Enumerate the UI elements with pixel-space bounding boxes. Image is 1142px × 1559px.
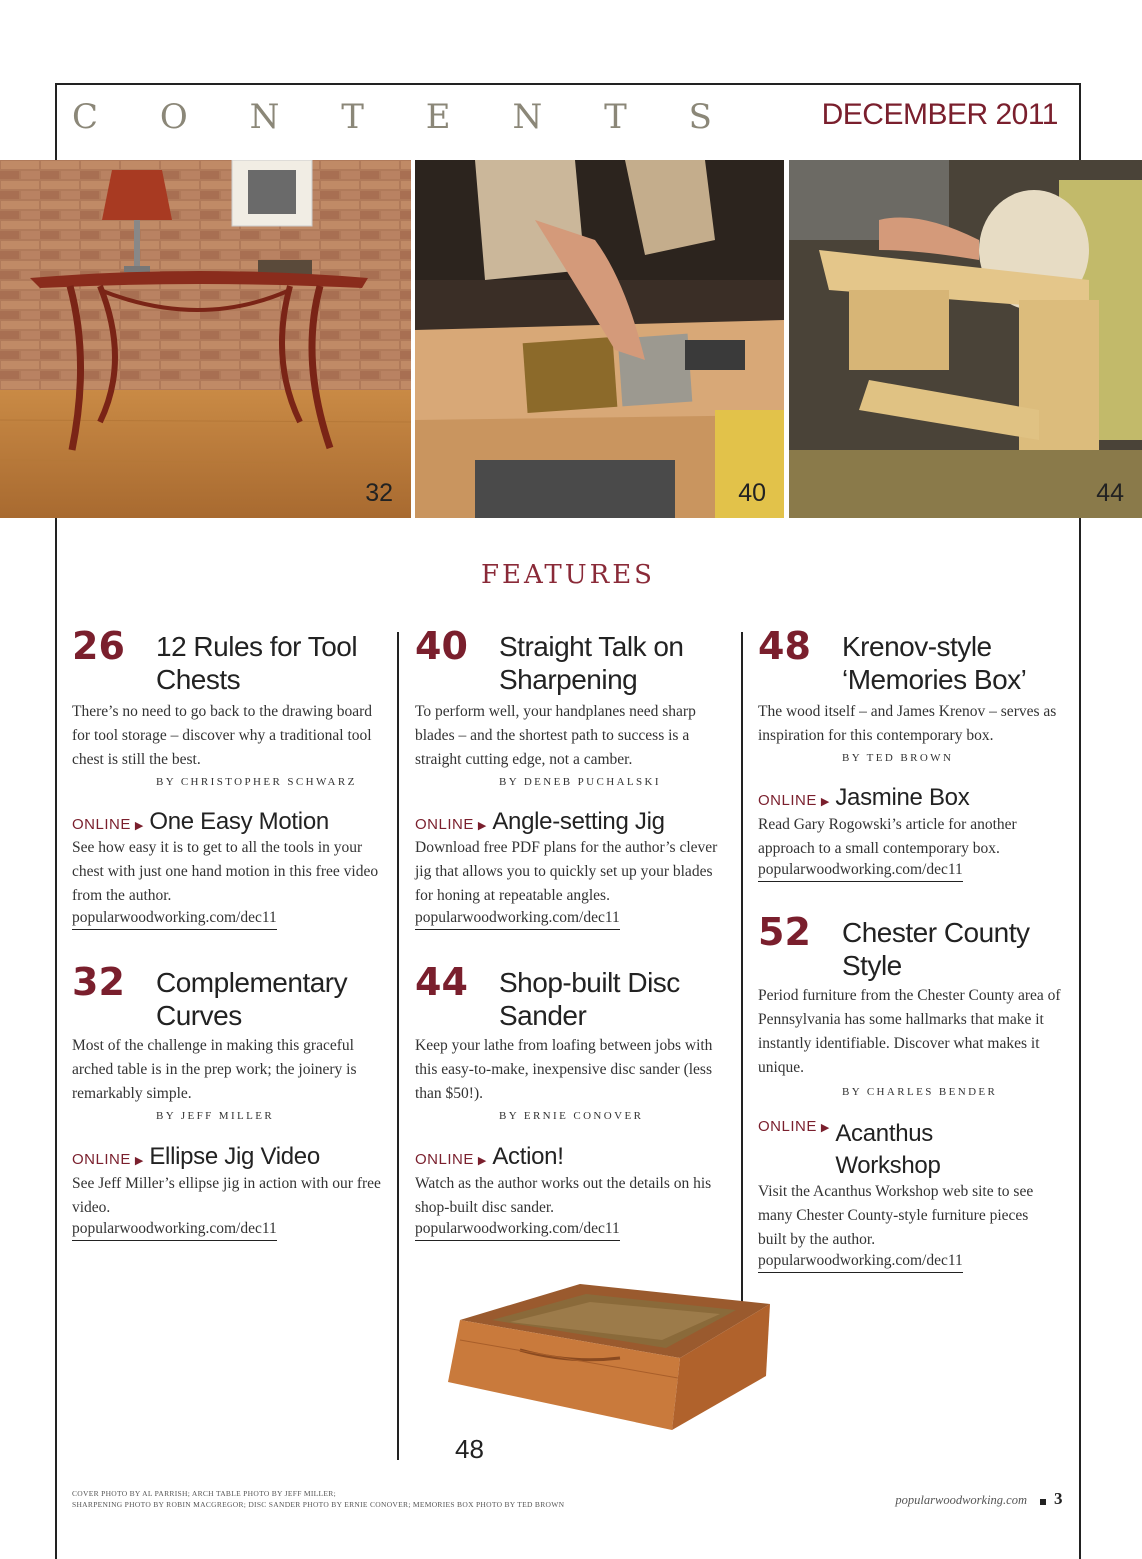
contents-letter: N bbox=[512, 97, 543, 137]
triangle-right-icon: ▶ bbox=[477, 1155, 487, 1167]
article-disc-sander[interactable] bbox=[415, 960, 735, 1260]
article-description: Period furniture from the Chester County area of Pennsylvania has some hallmarks that make it instantly identifiable. Discover what makes it unique. bbox=[758, 987, 1061, 1076]
online-link[interactable]: popularwoodworking.com/dec11 bbox=[758, 1252, 963, 1273]
online-tag: ONLINE bbox=[758, 792, 817, 809]
article-chester-county[interactable] bbox=[758, 910, 1078, 1280]
online-extra bbox=[72, 808, 329, 836]
online-title: Jasmine Box bbox=[835, 784, 970, 811]
article-title[interactable]: Shop-built Disc Sander bbox=[499, 967, 680, 1031]
article-description: Keep your lathe from loafing between jobs with this easy-to-make, inexpensive disc sander (less than $50!). bbox=[415, 1037, 713, 1102]
frame-left-rule-lower bbox=[55, 518, 57, 1559]
online-tag: ONLINE bbox=[415, 816, 474, 833]
article-title[interactable]: 12 Rules for Tool Chests bbox=[156, 631, 358, 695]
frame-right-rule bbox=[1079, 83, 1081, 163]
triangle-right-icon: ▶ bbox=[820, 796, 830, 808]
online-description: See Jeff Miller’s ellipse jig in action with our free video. bbox=[72, 1175, 381, 1216]
article-byline: BY CHRISTOPHER SCHWARZ bbox=[156, 776, 357, 788]
article-page-number: 26 bbox=[72, 624, 125, 668]
article-byline: BY DENEB PUCHALSKI bbox=[499, 776, 661, 788]
article-page-number: 40 bbox=[415, 624, 468, 668]
credits-line: SHARPENING PHOTO BY ROBIN MACGREGOR; DISC SANDER PHOTO BY ERNIE CONOVER; MEMORIES BOX PHOTO BY TED BROWN bbox=[72, 1500, 565, 1509]
article-page-number: 48 bbox=[758, 624, 811, 668]
photo-page-number: 44 bbox=[1096, 479, 1124, 507]
online-link[interactable]: popularwoodworking.com/dec11 bbox=[415, 909, 620, 930]
features-heading: FEATURES bbox=[481, 560, 655, 590]
article-description: The wood itself – and James Krenov – serves as inspiration for this contemporary box. bbox=[758, 703, 1057, 744]
article-memories-box[interactable] bbox=[758, 624, 1078, 894]
online-extra bbox=[758, 784, 969, 812]
credits-line: COVER PHOTO BY AL PARRISH; ARCH TABLE PHOTO BY JEFF MILLER; bbox=[72, 1489, 336, 1498]
article-description: Most of the challenge in making this graceful arched table is in the prep work; the joinery is remarkably simple. bbox=[72, 1037, 357, 1102]
photo-disc-sander[interactable] bbox=[789, 160, 1142, 518]
triangle-right-icon: ▶ bbox=[477, 820, 487, 832]
article-description: There’s no need to go back to the drawing board for tool storage – discover why a traditional tool chest is still the best. bbox=[72, 703, 373, 768]
photo-page-number: 32 bbox=[365, 479, 393, 507]
article-description: To perform well, your handplanes need sharp blades – and the shortest path to success is a straight cutting edge, not a camber. bbox=[415, 703, 696, 768]
square-bullet-icon bbox=[1040, 1499, 1046, 1505]
photo-memories-box[interactable] bbox=[440, 1280, 774, 1432]
contents-letter: C bbox=[72, 97, 99, 137]
sharpening-image bbox=[415, 160, 784, 518]
box-photo-page-number: 48 bbox=[455, 1434, 484, 1464]
frame-top-rule bbox=[55, 83, 1081, 85]
online-extra bbox=[415, 808, 665, 836]
article-byline: BY TED BROWN bbox=[842, 752, 954, 764]
article-title[interactable]: Straight Talk on Sharpening bbox=[499, 631, 684, 695]
online-extra bbox=[415, 1143, 564, 1171]
footer-url[interactable]: popularwoodworking.com bbox=[895, 1493, 1027, 1507]
online-extra bbox=[758, 1118, 1018, 1182]
article-page-number: 32 bbox=[72, 960, 125, 1004]
article-sharpening[interactable] bbox=[415, 624, 735, 924]
article-byline: BY ERNIE CONOVER bbox=[499, 1110, 644, 1122]
online-title: Acanthus Workshop bbox=[835, 1120, 941, 1179]
triangle-right-icon: ▶ bbox=[134, 1155, 144, 1167]
online-link[interactable]: popularwoodworking.com/dec11 bbox=[415, 1220, 620, 1241]
triangle-right-icon: ▶ bbox=[134, 820, 144, 832]
online-tag: ONLINE bbox=[72, 816, 131, 833]
online-link[interactable]: popularwoodworking.com/dec11 bbox=[72, 909, 277, 930]
article-title[interactable]: Krenov-style ‘Memories Box’ bbox=[842, 631, 1027, 695]
article-page-number: 44 bbox=[415, 960, 468, 1004]
article-complementary-curves[interactable] bbox=[72, 960, 392, 1260]
column-divider bbox=[741, 632, 743, 1320]
issue-date: DECEMBER 2011 bbox=[821, 98, 1058, 131]
contents-heading bbox=[72, 97, 712, 137]
frame-left-rule bbox=[55, 83, 57, 163]
column-divider bbox=[397, 632, 399, 1460]
photo-credits bbox=[72, 1488, 564, 1510]
contents-letter: T bbox=[341, 97, 364, 137]
photo-sharpening[interactable] bbox=[415, 160, 784, 518]
online-title: Action! bbox=[492, 1143, 564, 1170]
online-title: One Easy Motion bbox=[149, 808, 329, 835]
online-extra bbox=[72, 1143, 320, 1171]
contents-letter: T bbox=[604, 97, 627, 137]
article-title[interactable]: Chester County Style bbox=[842, 917, 1030, 981]
online-title: Angle-setting Jig bbox=[492, 808, 665, 835]
online-tag: ONLINE bbox=[72, 1151, 131, 1168]
disc-sander-image bbox=[789, 160, 1142, 518]
online-description: Watch as the author works out the details on his shop-built disc sander. bbox=[415, 1175, 712, 1216]
article-page-number: 52 bbox=[758, 910, 811, 954]
online-title: Ellipse Jig Video bbox=[149, 1143, 320, 1170]
article-title[interactable]: Complementary Curves bbox=[156, 967, 348, 1031]
memories-box-image bbox=[440, 1280, 774, 1432]
online-description: Download free PDF plans for the author’s clever jig that allows you to quickly set up your blades for honing at repeatable angles. bbox=[415, 839, 718, 904]
online-description: Read Gary Rogowski’s article for another approach to a small contemporary box. bbox=[758, 816, 1017, 857]
triangle-right-icon: ▶ bbox=[820, 1122, 830, 1134]
article-byline: BY CHARLES BENDER bbox=[842, 1086, 998, 1098]
online-link[interactable]: popularwoodworking.com/dec11 bbox=[758, 861, 963, 882]
online-link[interactable]: popularwoodworking.com/dec11 bbox=[72, 1220, 277, 1241]
contents-letter: E bbox=[425, 97, 451, 137]
page-number: 3 bbox=[1054, 1489, 1063, 1508]
photo-arched-table[interactable] bbox=[0, 160, 411, 518]
online-description: Visit the Acanthus Workshop web site to see many Chester County-style furniture pieces built by the author. bbox=[758, 1183, 1034, 1248]
article-tool-chests[interactable] bbox=[72, 624, 392, 924]
article-byline: BY JEFF MILLER bbox=[156, 1110, 275, 1122]
online-tag: ONLINE bbox=[758, 1118, 817, 1135]
contents-letter: S bbox=[688, 97, 712, 137]
arched-table-image bbox=[0, 160, 411, 518]
photo-page-number: 40 bbox=[738, 479, 766, 507]
contents-letter: N bbox=[249, 97, 280, 137]
frame-right-rule-lower bbox=[1079, 518, 1081, 1559]
online-description: See how easy it is to get to all the tools in your chest with just one hand motion in this free video from the author. bbox=[72, 839, 379, 904]
contents-letter: O bbox=[159, 97, 188, 137]
online-tag: ONLINE bbox=[415, 1151, 474, 1168]
